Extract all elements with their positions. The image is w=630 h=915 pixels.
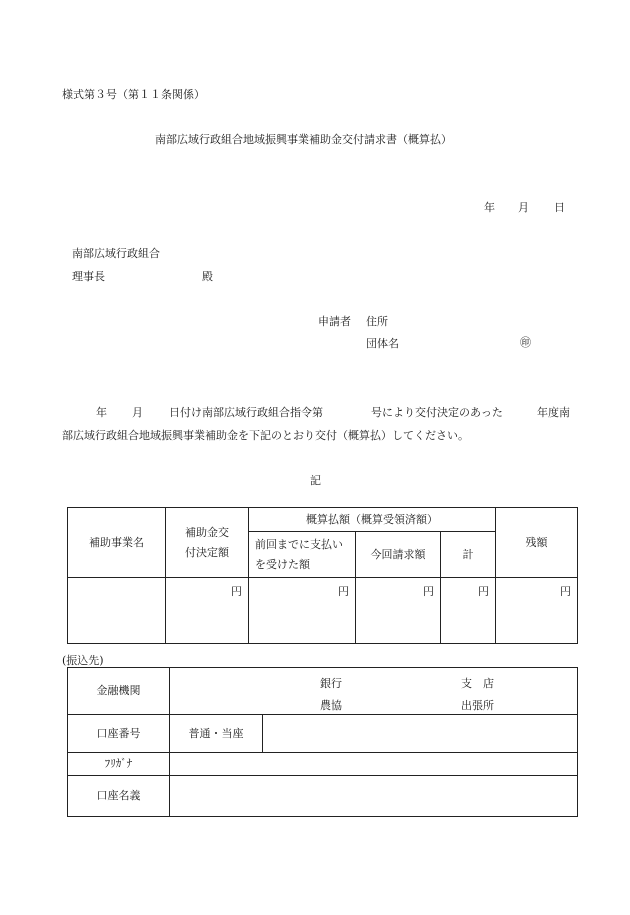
bank-suffix: 銀行 — [320, 677, 342, 690]
date-day-label: 日 — [554, 201, 565, 214]
transfer-label: (振込先) — [62, 654, 104, 667]
document-title: 南部広域行政組合地域振興事業補助金交付請求書（概算払） — [155, 133, 452, 146]
col-balance: 残額 — [525, 535, 548, 549]
noukyo-suffix: 農協 — [320, 699, 342, 712]
applicant-label: 申請者 — [318, 315, 351, 328]
group-name-label: 団体名 — [366, 337, 399, 350]
col-decision-amount — [166, 508, 248, 577]
col-prev-line2: を受けた額 — [255, 557, 310, 571]
account-holder-label: 口座名義 — [96, 789, 141, 802]
account-type: 普通・当座 — [188, 726, 244, 740]
address-label: 住所 — [366, 315, 388, 328]
account-number-label: 口座番号 — [96, 726, 141, 740]
addressee-honorific: 殿 — [202, 270, 213, 283]
col-total: 計 — [462, 547, 474, 561]
form-number: 様式第３号（第１１条関係） — [62, 88, 205, 101]
col-group-header: 概算払額（概算受領済額） — [306, 512, 438, 526]
body-month: 月 — [132, 406, 143, 419]
date-year-label: 年 — [484, 201, 495, 214]
body-text-1: 日付け南部広域行政組合指令第 — [169, 406, 323, 419]
col-previous-paid — [249, 532, 355, 577]
branch-suffix: 支 店 — [461, 677, 494, 690]
yen-total: 円 — [478, 585, 489, 598]
col-decision-line2: 付決定額 — [185, 545, 229, 559]
yen-balance: 円 — [560, 585, 571, 598]
date-month-label: 月 — [518, 201, 529, 214]
ki-label: 記 — [310, 474, 321, 487]
addressee-org: 南部広域行政組合 — [72, 247, 160, 260]
body-line-2: 部広域行政組合地域振興事業補助金を下記のとおり交付（概算払）してください。 — [62, 429, 469, 442]
yen-decision: 円 — [231, 585, 242, 598]
seal-mark: ㊞ — [520, 336, 531, 349]
office-suffix: 出張所 — [461, 699, 494, 712]
bank-label: 金融機関 — [96, 684, 141, 697]
body-text-3: 年度南 — [537, 406, 570, 419]
col-prev-line1: 前回までに支払い — [255, 537, 343, 551]
body-text-2: 号により交付決定のあった — [371, 406, 503, 419]
col-current-request: 今回請求額 — [370, 547, 426, 561]
col-decision-line1: 補助金交 — [185, 525, 229, 539]
yen-current: 円 — [423, 585, 434, 598]
col-project-name: 補助事業名 — [89, 535, 144, 549]
yen-previous: 円 — [338, 585, 349, 598]
furigana-label: ﾌﾘｶﾞﾅ — [104, 757, 133, 770]
addressee-role: 理事長 — [72, 270, 105, 283]
body-year: 年 — [96, 406, 107, 419]
